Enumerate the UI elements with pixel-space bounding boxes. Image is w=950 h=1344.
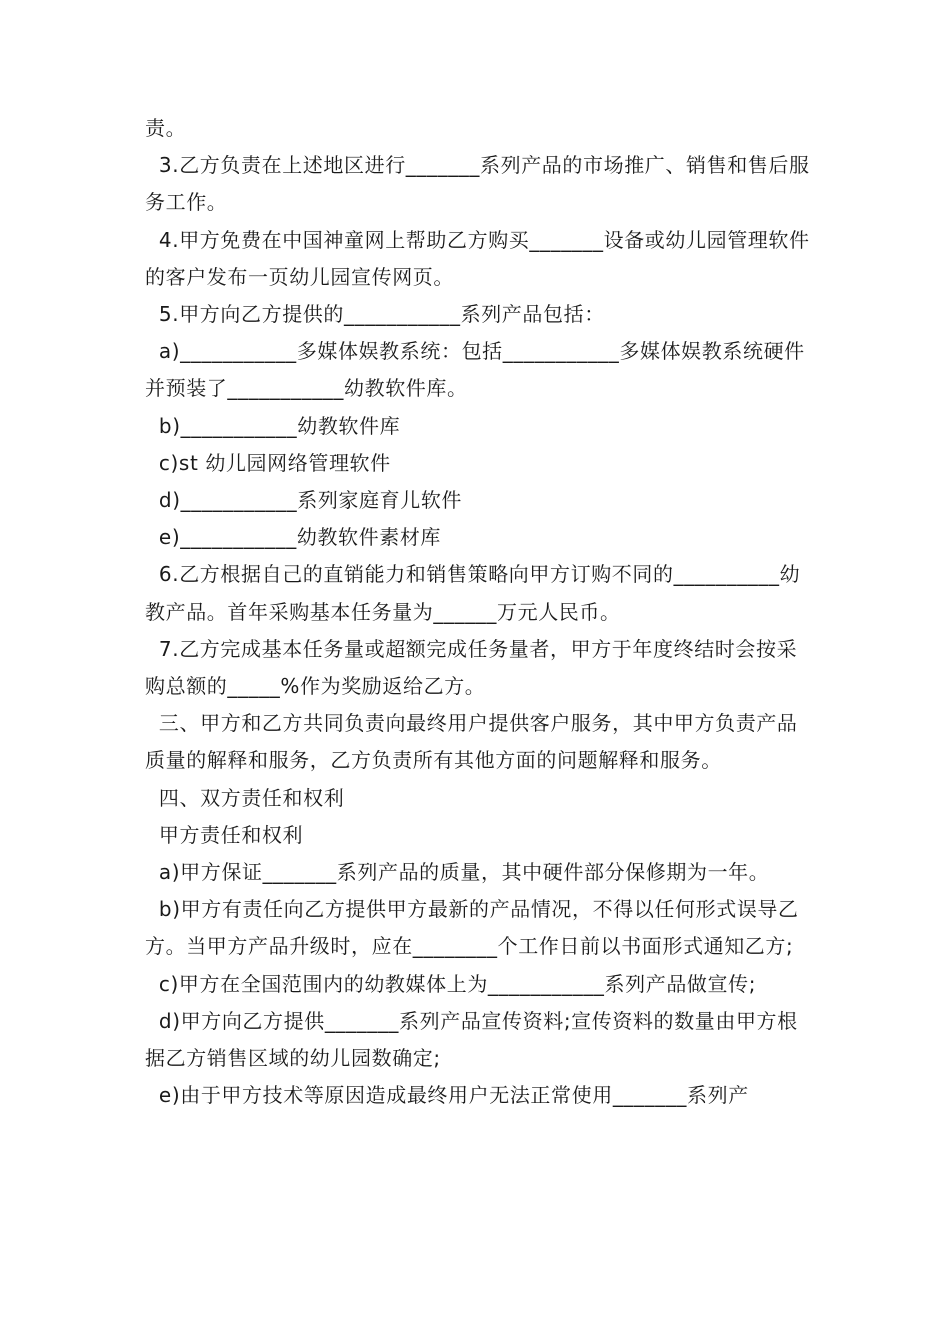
paragraph: 6.乙方根据自己的直销能力和销售策略向甲方订购不同的__________幼教产品。首年采购基本任务量为______万元人民币。: [145, 562, 801, 624]
paragraph: a)___________多媒体娱教系统：包括___________多媒体娱教系统硬件并预装了___________幼教软件库。: [145, 339, 805, 401]
paragraph: 三、甲方和乙方共同负责向最终用户提供客户服务，其中甲方负责产品质量的解释和服务，乙方负责所有其他方面的问题解释和服务。: [145, 711, 798, 773]
paragraph: c)st 幼儿园网络管理软件: [145, 450, 391, 475]
document-body: [145, 110, 810, 1114]
paragraph: 责。: [145, 116, 187, 140]
paragraph: b)甲方有责任向乙方提供甲方最新的产品情况，不得以任何形式误导乙方。当甲方产品升级时，应在________个工作日前以书面形式通知乙方;: [145, 897, 799, 959]
paragraph: 3.乙方负责在上述地区进行_______系列产品的市场推广、销售和售后服务工作。: [145, 153, 810, 215]
paragraph: c)甲方在全国范围内的幼教媒体上为___________系列产品做宣传;: [145, 971, 757, 996]
paragraph: e)___________幼教软件素材库: [145, 525, 442, 550]
paragraph: 四、双方责任和权利: [145, 785, 345, 810]
paragraph: a)甲方保证_______系列产品的质量，其中硬件部分保修期为一年。: [145, 860, 770, 885]
paragraph: 4.甲方免费在中国神童网上帮助乙方购买_______设备或幼儿园管理软件的客户发布一页幼儿园宣传网页。: [145, 227, 810, 289]
paragraph: 7.乙方完成基本任务量或超额完成任务量者，甲方于年度终结时会按采购总额的_____%作为奖励返给乙方。: [145, 636, 798, 699]
paragraph: e)由于甲方技术等原因造成最终用户无法正常使用_______系列产: [145, 1083, 749, 1108]
paragraph: 5.甲方向乙方提供的___________系列产品包括：: [145, 302, 605, 327]
paragraph: 甲方责任和权利: [145, 822, 304, 847]
paragraph: d)___________系列家庭育儿软件: [145, 488, 463, 513]
paragraph: b)___________幼教软件库: [145, 413, 401, 438]
paragraph: d)甲方向乙方提供_______系列产品宣传资料;宣传资料的数量由甲方根据乙方销售区域的幼儿园数确定;: [145, 1008, 798, 1071]
